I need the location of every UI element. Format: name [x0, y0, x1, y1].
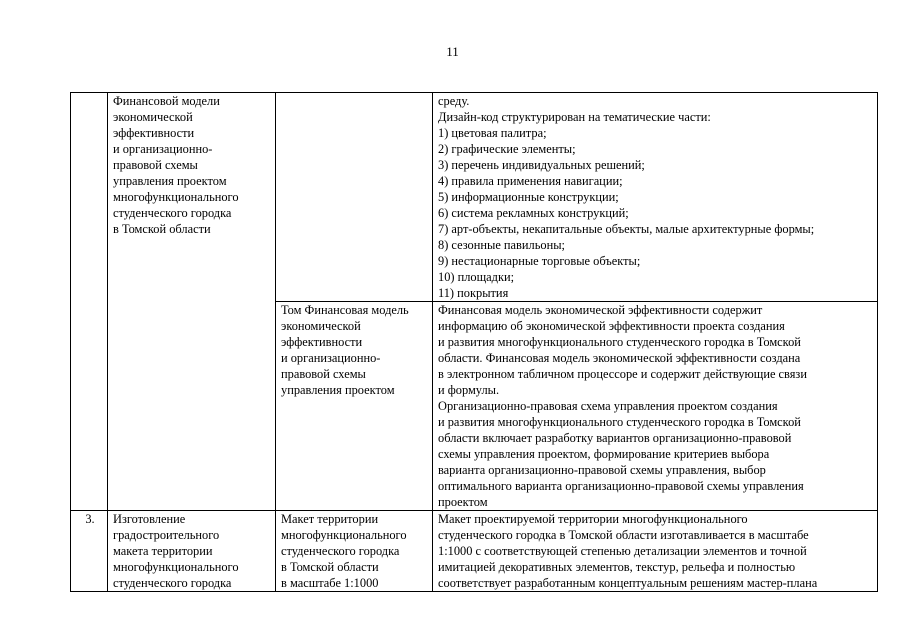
- text-line: 11) покрытия: [438, 286, 509, 300]
- content-cell: [433, 302, 878, 511]
- text-line: 2) графические элементы;: [438, 142, 576, 156]
- stage-cell: [108, 511, 276, 592]
- text-line: 3) перечень индивидуальных решений;: [438, 158, 645, 172]
- page-number: 11: [446, 44, 459, 59]
- text-line: и организационно-: [281, 351, 381, 365]
- text-line: Макет проектируемой территории многофункционального: [438, 512, 748, 526]
- text-line: многофункционального: [281, 528, 407, 542]
- content-text: [438, 302, 874, 510]
- text-line: схемы управления проектом, формирование критериев выбора: [438, 447, 770, 461]
- text-line: 1:1000 с соответствующей степенью детализации элементов и точной: [438, 544, 807, 558]
- text-line: 6) система рекламных конструкций;: [438, 206, 629, 220]
- text-line: информацию об экономической эффективности проекта создания: [438, 319, 785, 333]
- text-line: Финансовая модель экономической эффективности содержит: [438, 303, 763, 317]
- text-line: 10) площадки;: [438, 270, 515, 284]
- result-text: [281, 511, 429, 591]
- text-line: в Томской области: [281, 560, 379, 574]
- result-cell: [276, 511, 433, 592]
- text-line: в масштабе 1:1000: [281, 576, 379, 590]
- result-text: [281, 302, 429, 398]
- text-line: 9) нестационарные торговые объекты;: [438, 254, 641, 268]
- text-line: 5) информационные конструкции;: [438, 190, 619, 204]
- text-line: Макет территории: [281, 512, 379, 526]
- text-line: экономической: [281, 319, 361, 333]
- work-stages-table: [70, 92, 878, 591]
- text-line: и организационно-: [113, 142, 213, 156]
- text-line: 8) сезонные павильоны;: [438, 238, 565, 252]
- text-line: Изготовление: [113, 512, 186, 526]
- stage-text: [113, 511, 272, 591]
- text-line: студенческого городка в Томской области изготавливается в масштабе: [438, 528, 809, 542]
- text-line: многофункционального: [113, 560, 239, 574]
- text-line: соответствует разработанным концептуальным решениям мастер-плана: [438, 576, 818, 590]
- row-number-cell: [71, 511, 108, 592]
- text-line: и развития многофункционального студенческого городка в Томской: [438, 415, 801, 429]
- text-line: управления проектом: [281, 383, 395, 397]
- table-bottom-border: [70, 591, 878, 592]
- text-line: имитацией декоративных элементов, текстур, рельефа и полностью: [438, 560, 796, 574]
- stage-cell: [108, 93, 276, 511]
- table-row: [71, 511, 878, 592]
- text-line: управления проектом: [113, 174, 227, 188]
- text-line: студенческого городка: [281, 544, 400, 558]
- text-line: студенческого городка: [113, 576, 232, 590]
- text-line: в Томской области: [113, 222, 211, 236]
- text-line: среду.: [438, 94, 470, 108]
- stage-text: [113, 93, 272, 237]
- text-line: в электронном табличном процессоре и содержит действующие связи: [438, 367, 807, 381]
- text-line: 7) арт-объекты, некапитальные объекты, малые архитектурные формы;: [438, 222, 815, 236]
- text-line: Организационно-правовая схема управления проектом создания: [438, 399, 778, 413]
- text-line: Том Финансовая модель: [281, 303, 409, 317]
- text-line: и развития многофункционального студенческого городка в Томской: [438, 335, 801, 349]
- result-cell: [276, 302, 433, 511]
- text-line: студенческого городка: [113, 206, 232, 220]
- text-line: многофункционального: [113, 190, 239, 204]
- text-line: эффективности: [113, 126, 195, 140]
- text-line: Финансовой модели: [113, 94, 220, 108]
- text-line: проектом: [438, 495, 488, 509]
- table-row: [71, 93, 878, 302]
- row-number: 3.: [85, 512, 95, 526]
- text-line: 4) правила применения навигации;: [438, 174, 623, 188]
- row-number-cell: [71, 93, 108, 511]
- content-cell: [433, 511, 878, 592]
- content-cell: [433, 93, 878, 302]
- text-line: области. Финансовая модель экономической эффективности создана: [438, 351, 801, 365]
- text-line: оптимального варианта организационно-правовой схемы управления: [438, 479, 804, 493]
- text-line: и формулы.: [438, 383, 500, 397]
- text-line: экономической: [113, 110, 193, 124]
- text-line: 1) цветовая палитра;: [438, 126, 547, 140]
- text-line: правовой схемы: [113, 158, 198, 172]
- text-line: макета территории: [113, 544, 213, 558]
- content-text: [438, 93, 874, 301]
- content-text: [438, 511, 874, 591]
- text-line: варианта организационно-правовой схемы управления, выбор: [438, 463, 766, 477]
- text-line: области включает разработку вариантов организационно-правовой: [438, 431, 792, 445]
- text-line: градостроительного: [113, 528, 220, 542]
- text-line: правовой схемы: [281, 367, 366, 381]
- text-line: эффективности: [281, 335, 363, 349]
- text-line: Дизайн-код структурирован на тематические части:: [438, 110, 711, 124]
- result-cell: [276, 93, 433, 302]
